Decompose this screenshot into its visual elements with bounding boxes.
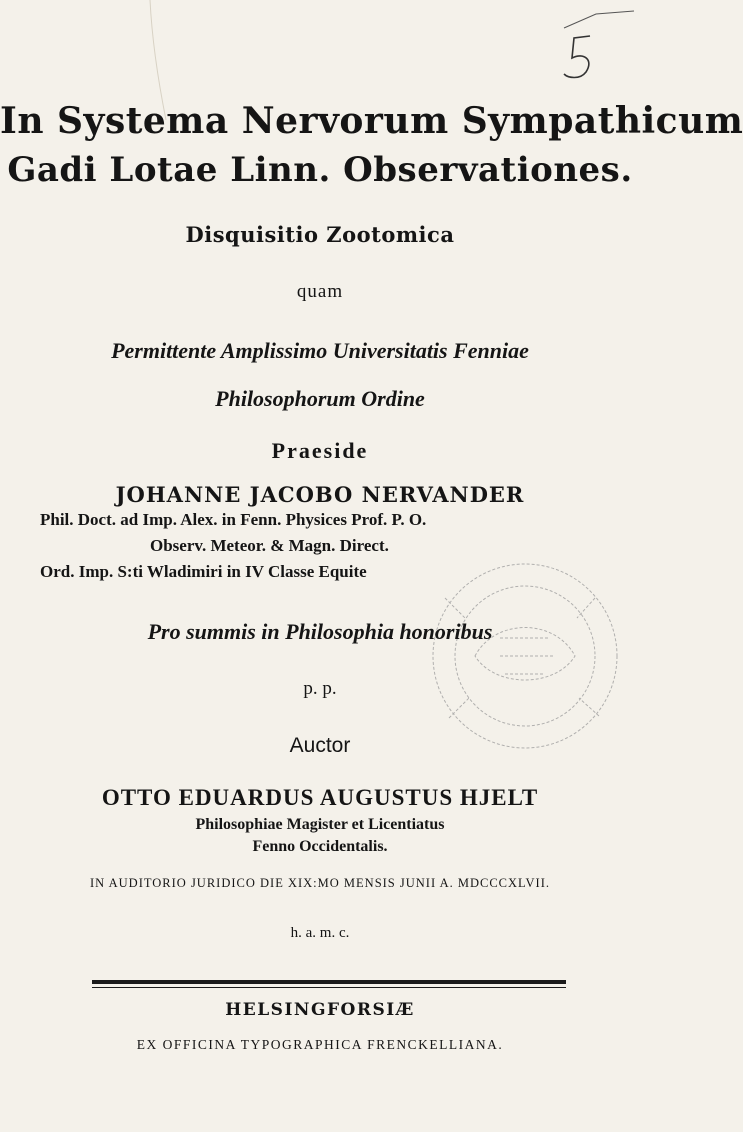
subtitle: Disquisitio Zootomica — [185, 222, 455, 247]
author-degree: Philosophiae Magister et Licentiatus — [195, 816, 445, 833]
pp-text: p. p. — [303, 678, 337, 699]
praeses-title-line-3: Ord. Imp. S:ti Wladimiri in IV Classe Equite — [40, 562, 367, 581]
praeses-title-line-2: Observ. Meteor. & Magn. Direct. — [150, 536, 389, 555]
divider-thick — [92, 980, 566, 984]
praeses-title-line-1: Phil. Doct. ad Imp. Alex. in Fenn. Physices Prof. P. O. — [40, 510, 427, 529]
imprint-city: HELSINGFORSIÆ — [225, 1000, 415, 1020]
auctor-label: Auctor — [289, 734, 351, 757]
quam-text: quam — [296, 281, 344, 302]
author-origin: Fenno Occidentalis. — [252, 838, 388, 855]
title-line-1: In Systema Nervorum Sympathicum — [0, 100, 743, 142]
praeside-label: Praeside — [271, 438, 369, 463]
place-date: IN AUDITORIO JURIDICO DIE XIX:MO MENSIS JUNII A. MDCCCXLVII. — [89, 876, 550, 890]
imprint-printer: EX OFFICINA TYPOGRAPHICA FRENCKELLIANA. — [136, 1037, 504, 1052]
divider-thin — [92, 987, 566, 988]
permission-line-1: Permittente Amplissimo Universitatis Fenniae — [111, 338, 529, 363]
permission-line-2: Philosophorum Ordine — [215, 386, 425, 411]
title-line-2: Gadi Lotae Linn. Observationes. — [7, 150, 633, 190]
author-name: OTTO EDUARDUS AUGUSTUS HJELT — [101, 785, 539, 810]
hamc-text: h. a. m. c. — [290, 925, 350, 941]
pro-line: Pro summis in Philosophia honoribus — [147, 619, 493, 644]
handwritten-page-mark — [556, 8, 636, 88]
praeses-name: JOHANNE JACOBO NERVANDER — [115, 482, 525, 507]
